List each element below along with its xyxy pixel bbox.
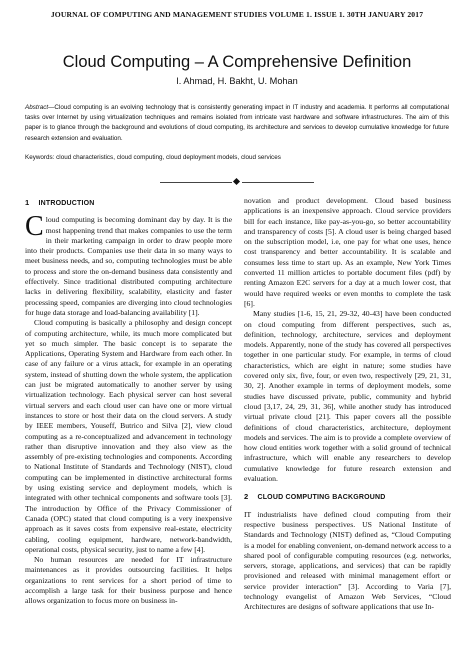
divider-line-right — [242, 182, 314, 183]
left-column — [25, 196, 232, 607]
intro-paragraph-1-text: loud computing is becoming dominant day by day. It is the most happening trend that makes companies to use the term in their marketing campaign in order to draw people more into their products. Companies use their data in so many ways to meet business needs, and so, computing technologies must be able to process and store the on-demand business data consistently and effectively. Since traditional distributed computing architecture lacks in delivering flexibility, scalability, elasticity and faster processing speed, companies are diverging into cloud technologies for huge data storage and load-balancing availability [1]. — [25, 215, 232, 317]
section-2-title: CLOUD COMPUTING BACKGROUND — [257, 494, 386, 502]
section-2-number: 2 — [244, 492, 249, 502]
journal-header: JOURNAL OF COMPUTING AND MANAGEMENT STUDIES VOLUME 1. ISSUE 1. 30TH JANUARY 2017 — [50, 10, 424, 19]
divider-line-left — [160, 182, 232, 183]
intro-paragraph-2: Cloud computing is basically a philosophy and design concept of computing architecture, while, its much more complicated but yet so much simpler. The basic concept is to separate the Applications, Operating System and Hardware from each other. In case of any failure or a virus attack, for example in an operating system, instead of shutting down the whole system, the application can just be migrated automatically to another server by using virtualization technology. Each physical server can host several virtual servers and each cloud user can have one or more virtual instances to store or host their data on the cloud servers. A study by IEEE members, Youseff, Butrico and Silva [2], view cloud computing as a re-conceptualized and advancement in technology rather than disruptive innovation and they also view as the assembly of pre-existing technologies and components. According to National Institute of Standards and Technology (NIST), cloud computing can be implemented in distinctive architectural forms by using existing service and deployment models, which is integrated with other technical components and software tools [3]. The introduction by Office of the Privacy Commissioner of Canada (OPC) stated that cloud computing is a very inexpensive approach as it saves costs from expensive real-estate, electricity cabling, cooling equipment, hardware, network-bandwidth, operational costs, physical security, just to name a few [4]. — [25, 318, 232, 554]
drop-cap: C — [25, 211, 44, 243]
intro-paragraph-4: Many studies [1-6, 15, 21, 29-32, 40-43] have been conducted on cloud computing from different perspectives, such as, definition, technology, architecture, services and deployment models. Apparently, none of the study has covered all perspectives together in one particular study. For example, in terms of cloud characteristics, which are eight in nature; some studies have covered only six, five, four, or even two, respectively [29, 21, 31, 30, 2]. Another example in terms of deployment models, some studies have discussed private, public, community and hybrid cloud [3,17, 24, 29, 31, 36], while another study has introduced virtual private cloud [21]. This paper covers all the possible definitions of cloud characteristics, architecture, deployment models and services. The aim is to provide a complete overview of how cloud entities work together with a solid ground of technical infrastructure, which will enable any researchers to develop cumulative knowledge for future research extension and evaluation. — [244, 309, 451, 484]
section-1-number: 1 — [25, 198, 30, 207]
intro-paragraph-1 — [25, 211, 232, 318]
section-divider — [160, 178, 314, 186]
paper-title: Cloud Computing – A Comprehensive Definition — [62, 53, 412, 71]
intro-paragraph-3-continued: novation and product development. Cloud based business applications is an inexpensive approach. Cloud service providers bill for each instance, like pay-as-you-go, so better accountability and transparency of costs [5]. A cloud user is being charged based on the subscription model, i.e, one pay for what one uses, hence cost transparency and better accountability. It is scalable and consumes less time to start up. As an example, New York Times converted 11 million articles to portable document files (pdf) by renting Amazon E2C servers for a day at a much lower cost, that would have required weeks or even months to complete the task [6]. — [244, 196, 451, 308]
section-1-title: INTRODUCTION — [38, 200, 95, 207]
section-1-heading — [25, 198, 232, 209]
section-2-heading — [244, 492, 451, 503]
background-paragraph-1: IT industrialists have defined cloud computing from their respective business perspectives. US National Institute of Standards and Technology (NIST) defined as, “Cloud Computing is a model for enabling convenient, on-demand network access to a shared pool of configurable computing resources (e.g. networks, servers, storage, applications, and services) that can be rapidly provisioned and released with minimal management effort or service provider interaction” [3]. According to Varia [7], technology evangelist of Amazon Web Services, “Cloud Architectures are designs of software applications that use In- — [244, 509, 451, 612]
intro-paragraph-3: No human resources are needed for IT infrastructure maintenances as it provides outsourcing facilities. It helps organizations to rent services for a short period of time to accomplish a large task for their business purpose and hence allows organization to focus more on business in- — [25, 555, 232, 606]
abstract-text: —Cloud computing is an evolving technology that is consistently generating impact in IT industry and academia. It performs all computational tasks over Internet by using virtualization techniques and remains isolated from intricate vast hardware and software infrastructures. The aim of this paper is to glance through the background and evolutions of cloud computing, its architecture and services to develop cumulative knowledge for future research extension and evaluation. — [25, 104, 449, 142]
diamond-ornament-icon — [233, 178, 240, 185]
right-column — [244, 196, 451, 613]
keywords: Keywords: cloud characteristics, cloud computing, cloud deployment models, cloud services — [25, 154, 281, 161]
authors: I. Ahmad, H. Bakht, U. Mohan — [176, 76, 298, 86]
abstract-label: Abstract — [25, 104, 49, 111]
abstract — [25, 103, 449, 144]
